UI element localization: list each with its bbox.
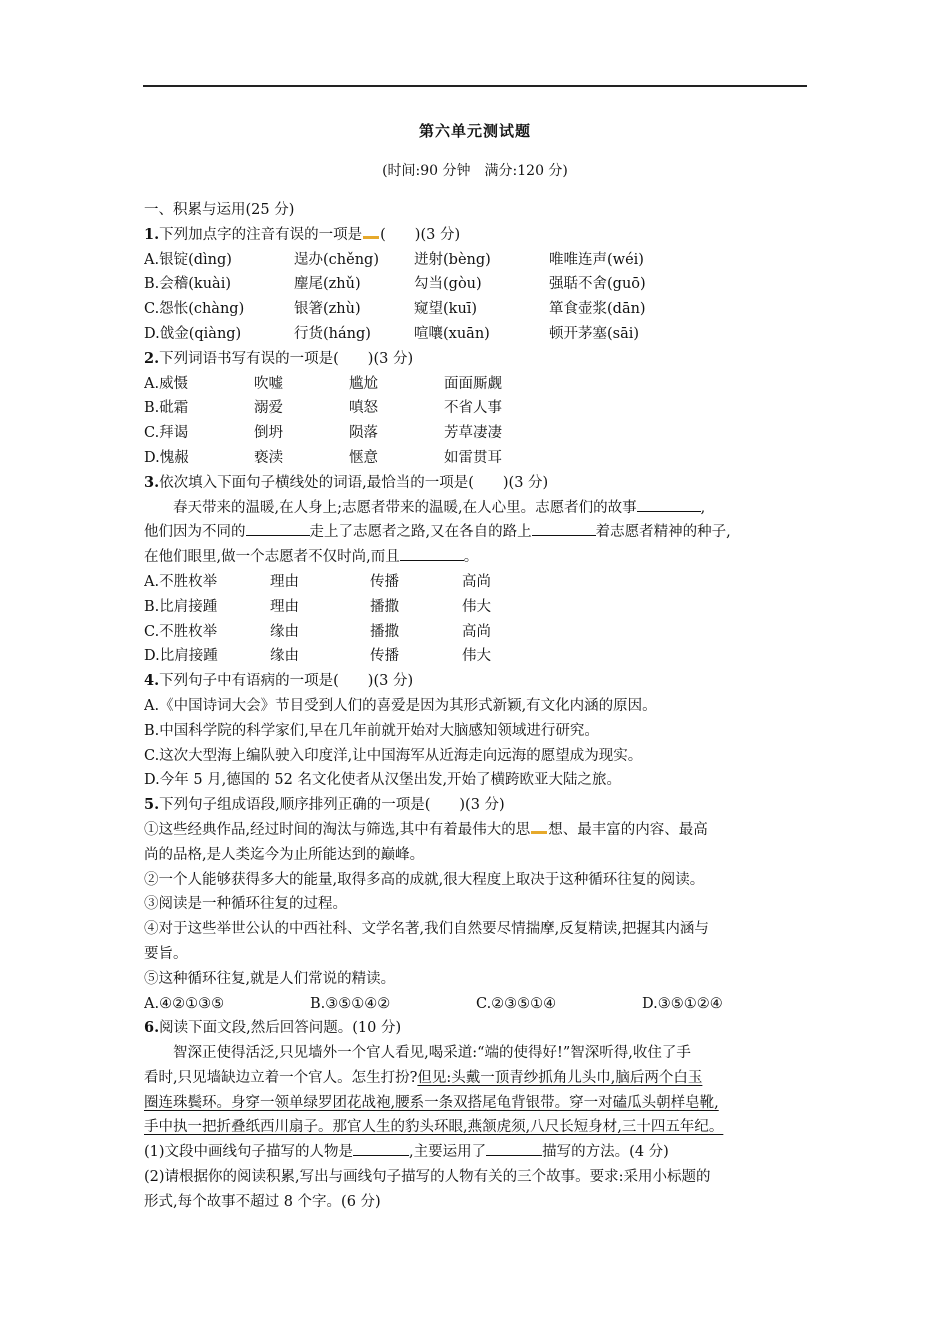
option-cell: 面面厮觑: [444, 375, 502, 392]
option-cell: A.不胜枚举: [144, 573, 218, 590]
option-cell: D.愧赧: [144, 449, 189, 466]
option-cell: 缘由: [270, 623, 299, 640]
option-cell: 顿开茅塞(sāi): [549, 322, 729, 347]
stem-text: 依次填入下面句子横线处的词语,最恰当的一项是( )(3 分): [159, 474, 549, 491]
sentence-text: ①这些经典作品,经过时间的淘汰与筛选,其中有着最伟大的思: [144, 821, 531, 838]
option-cell: 麈尾(zhǔ): [294, 272, 414, 297]
passage-text: ,: [700, 499, 706, 516]
passage-text: 春天带来的温暖,在人身上;志愿者带来的温暖,在人心里。志愿者们的故事: [173, 499, 637, 516]
q3-passage-line: [144, 545, 808, 570]
question-number: 6.: [144, 1019, 160, 1037]
option-cell: 强聒不舍(guō): [549, 272, 729, 297]
q3-option-b: [144, 595, 808, 620]
option-cell: 逞办(chěng): [294, 248, 414, 273]
option-cell: 吹嘘: [254, 375, 283, 392]
question-6-stem: [144, 1016, 808, 1041]
q3-option-c: [144, 620, 808, 645]
stem-text: 下列句子组成语段,顺序排列正确的一项是( )(3 分): [159, 797, 505, 814]
option-cell: 传播: [370, 573, 399, 590]
q5-sentence-1: [144, 818, 808, 843]
q1-option-d: [144, 322, 808, 347]
q5-options: [144, 992, 808, 1017]
q2-option-d: [144, 446, 808, 471]
question-3-stem: [144, 471, 808, 496]
sub-question-text: (1)文段中画线句子描写的人物是: [144, 1144, 354, 1161]
q6-underlined-line: 手中执一把折叠纸西川扇子。那官人生的豹头环眼,燕颔虎须,八尺长短身材,三十四五年纪。: [144, 1119, 724, 1136]
q3-passage-line: [144, 496, 808, 521]
q1-option-a: [144, 248, 808, 273]
passage-text: 着志愿者精神的种子,: [595, 524, 731, 541]
stem-text: 下列加点字的注音有误的一项是: [159, 226, 363, 243]
q6-sub-question-2: (2)请根据你的阅读积累,写出与画线句子描写的人物有关的三个故事。要求:采用小标题的: [144, 1169, 711, 1186]
highlight-mark: [531, 831, 547, 834]
option-cell: 如雷贯耳: [444, 449, 502, 466]
q6-sub-question-2-cont: 形式,每个故事不超过 8 个字。(6 分): [144, 1193, 381, 1210]
option-cell: C.拜谒: [144, 425, 189, 442]
option-cell: 嗔怒: [349, 400, 378, 417]
q5-sentence-1-cont: 尚的品格,是人类迄今为止所能达到的巅峰。: [144, 846, 425, 863]
option-cell: A.银锭(dìng): [144, 248, 294, 273]
passage-text: 走上了志愿者之路,又在各自的路上: [309, 524, 532, 541]
option-cell: 伟大: [462, 598, 491, 615]
option-cell: 高尚: [462, 573, 491, 590]
q6-sub-question-1: [144, 1140, 808, 1165]
option-cell: 芳草凄凄: [444, 425, 502, 442]
option-cell: B.比肩接踵: [144, 598, 218, 615]
option-cell: 高尚: [462, 623, 491, 640]
stem-text: 下列句子中有语病的一项是( )(3 分): [159, 673, 414, 690]
option-cell: D.③⑤①②④: [642, 995, 723, 1012]
q2-option-b: [144, 396, 808, 421]
q2-option-c: [144, 421, 808, 446]
option-cell: D.比肩接踵: [144, 648, 218, 665]
question-number: 3.: [144, 473, 160, 491]
fill-blank[interactable]: [637, 497, 701, 512]
question-5-stem: [144, 793, 808, 818]
sub-question-text: 描写的方法。(4 分): [542, 1144, 669, 1161]
q5-sentence-5: ⑤这种循环往复,就是人们常说的精读。: [144, 970, 396, 987]
q3-option-a: [144, 570, 808, 595]
q5-sentence-4: ④对于这些举世公认的中西社科、文学名著,我们自然要尽情揣摩,反复精读,把握其内涵与: [144, 921, 709, 938]
option-cell: 勾当(gòu): [414, 272, 549, 297]
top-rule: [143, 85, 807, 87]
option-cell: D.戗金(qiàng): [144, 322, 294, 347]
q5-sentence-3: ③阅读是一种循环往复的过程。: [144, 896, 347, 913]
passage-text: 。: [463, 549, 479, 566]
option-cell: 伟大: [462, 648, 491, 665]
option-cell: 银箸(zhù): [294, 297, 414, 322]
stem-text: 下列词语书写有误的一项是( )(3 分): [159, 350, 414, 367]
stem-text: ( )(3 分): [380, 226, 461, 243]
option-cell: 理由: [270, 573, 299, 590]
fill-blank[interactable]: [353, 1141, 409, 1156]
option-cell: A.威慑: [144, 375, 189, 392]
option-cell: C.怨怅(chàng): [144, 297, 294, 322]
q6-passage-line: [144, 1066, 808, 1091]
option-cell: B.会稽(kuài): [144, 272, 294, 297]
option-cell: 不省人事: [444, 400, 502, 417]
option-cell: 缘由: [270, 648, 299, 665]
option-cell: 尴尬: [349, 375, 378, 392]
q5-sentence-2: ②一个人能够获得多大的能量,取得多高的成就,很大程度上取决于这种循环往复的阅读。: [144, 871, 705, 888]
q1-option-b: [144, 272, 808, 297]
passage-text: 在他们眼里,做一个志愿者不仅时尚,而且: [144, 549, 400, 566]
q4-option-d: D.今年 5 月,德国的 52 名文化使者从汉堡出发,开始了横跨欧亚大陆之旅。: [144, 772, 622, 789]
option-cell: 倒坍: [254, 425, 283, 442]
option-cell: 播撒: [370, 623, 399, 640]
fill-blank[interactable]: [246, 521, 310, 536]
question-number: 4.: [144, 672, 160, 690]
section-heading: 一、积累与运用(25 分): [144, 202, 295, 218]
option-cell: 行货(háng): [294, 322, 414, 347]
option-cell: 惬意: [349, 449, 378, 466]
q5-sentence-4-cont: 要旨。: [144, 945, 188, 962]
q3-option-d: [144, 644, 808, 669]
question-number: 5.: [144, 796, 160, 814]
q4-option-c: C.这次大型海上编队驶入印度洋,让中国海军从近海走向远海的愿望成为现实。: [144, 747, 643, 764]
option-cell: 播撒: [370, 598, 399, 615]
option-cell: 溺爱: [254, 400, 283, 417]
stem-text: 阅读下面文段,然后回答问题。(10 分): [159, 1020, 402, 1037]
q4-option-a: A.《中国诗词大会》节目受到人们的喜爱是因为其形式新颖,有文化内涵的原因。: [144, 697, 657, 714]
option-cell: 理由: [270, 598, 299, 615]
page-title: 第六单元测试题: [418, 122, 531, 140]
option-cell: 陨落: [349, 425, 378, 442]
question-4-stem: [144, 669, 808, 694]
option-cell: 唯唯连声(wéi): [549, 248, 729, 273]
fill-blank[interactable]: [532, 521, 596, 536]
option-cell: 迸射(bèng): [414, 248, 549, 273]
fill-blank[interactable]: [486, 1141, 542, 1156]
option-cell: 传播: [370, 648, 399, 665]
q2-option-a: [144, 372, 808, 397]
question-1-stem: [144, 223, 808, 248]
highlight-mark: [363, 236, 379, 239]
option-cell: C.②③⑤①④: [476, 995, 557, 1012]
option-cell: 箪食壶浆(dān): [549, 297, 729, 322]
option-cell: A.④②①③⑤: [144, 995, 225, 1012]
sub-question-text: ,主要运用了: [409, 1144, 487, 1161]
option-cell: B.砒霜: [144, 400, 189, 417]
underlined-text: 但见:头戴一顶青纱抓角儿头巾,脑后两个白玉: [417, 1069, 703, 1086]
fill-blank[interactable]: [400, 546, 464, 561]
option-cell: C.不胜枚举: [144, 623, 218, 640]
q6-underlined-line: 圈连珠鬓环。身穿一领单绿罗团花战袍,腰系一条双搭尾龟背银带。穿一对磕瓜头朝样皂靴,: [144, 1094, 719, 1111]
question-2-stem: [144, 347, 808, 372]
option-cell: 窥望(kuī): [414, 297, 549, 322]
q1-option-c: [144, 297, 808, 322]
question-number: 2.: [144, 349, 160, 367]
q4-option-b: B.中国科学院的科学家们,早在几年前就开始对大脑感知领域进行研究。: [144, 722, 599, 739]
q6-passage-line: 智深正使得活泛,只见墙外一个官人看见,喝采道:“端的使得好!”智深听得,收住了手: [173, 1045, 691, 1062]
question-number: 1.: [144, 225, 160, 243]
q3-passage-line: [144, 520, 808, 545]
option-cell: 喧嚷(xuān): [414, 322, 549, 347]
option-cell: 亵渎: [254, 449, 283, 466]
passage-text: 看时,只见墙缺边立着一个官人。怎生打扮?: [144, 1069, 418, 1086]
page-subtitle: (时间:90 分钟 满分:120 分): [382, 163, 568, 179]
passage-text: 他们因为不同的: [144, 524, 246, 541]
sentence-text: 想、最丰富的内容、最高: [548, 821, 708, 838]
exam-body: [144, 198, 808, 1215]
option-cell: B.③⑤①④②: [310, 995, 391, 1012]
